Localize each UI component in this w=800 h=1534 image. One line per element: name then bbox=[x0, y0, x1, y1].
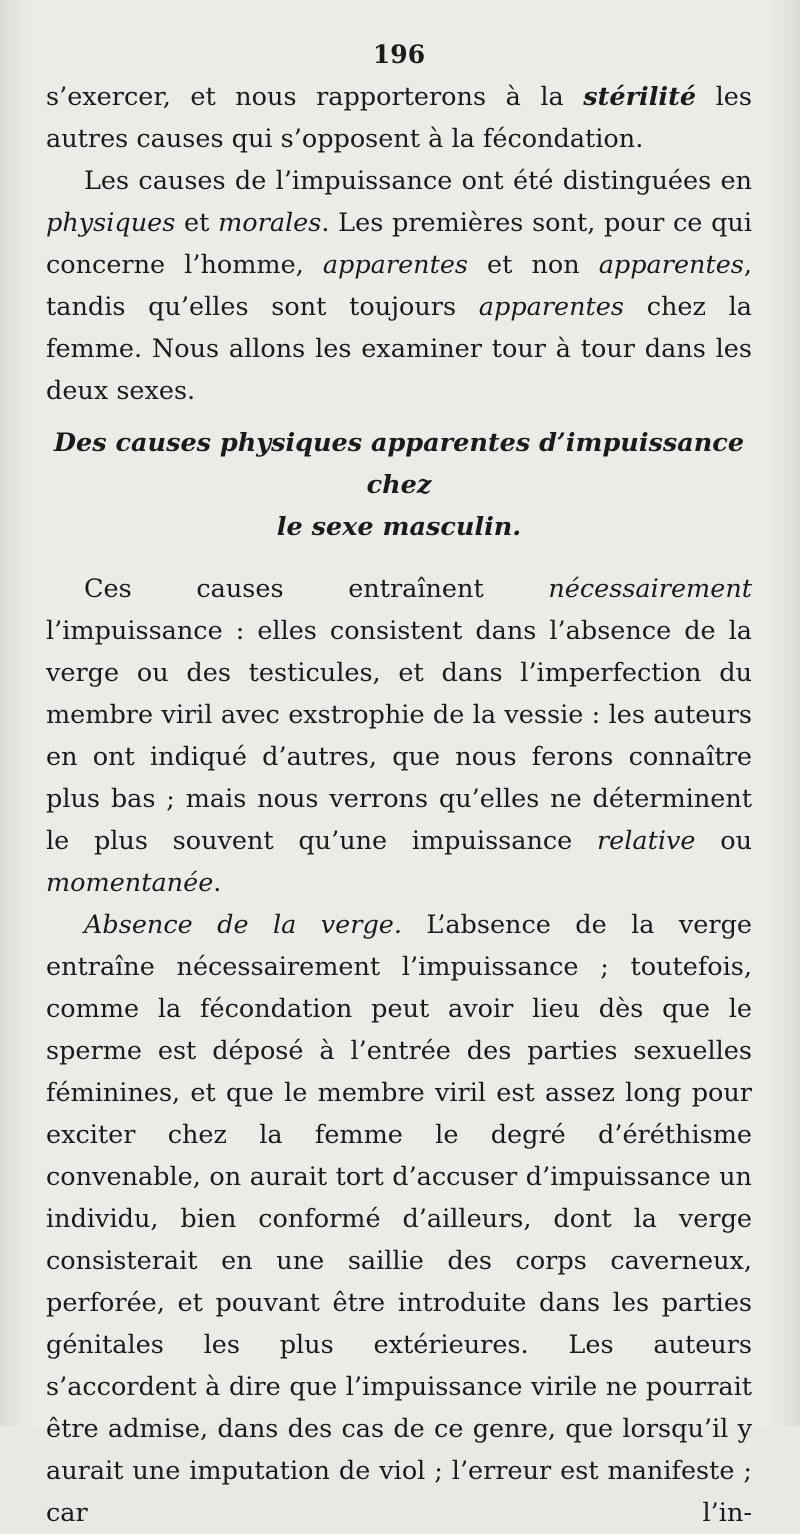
paragraph-causes-distinguees bbox=[46, 160, 752, 412]
text-run: L’absence de la verge entraîne nécessairement l’impuissance ; toutefois, comme la fécondation peut avoir lieu dès que le sperme est déposé à l’entrée des parties sexuelles féminines, et que le membre viril est assez long pour exciter chez la femme le degré d’éréthisme convenable, on aurait tort d’accuser d’impuissance un individu, bien conformé d’ailleurs, dont la verge consisterait en une saillie des corps caverneux, perforée, et pouvant être introduite dans les parties génitales les plus extérieures. Les auteurs s’accordent à dire que l’impuissance virile ne pourrait être admise, dans des cas de ce genre, que lorsqu’il y aurait une imputation de viol ; l’erreur est manifeste ; car l’in- bbox=[46, 910, 752, 1528]
text-run: , tandis qu’elles sont toujours bbox=[46, 250, 752, 322]
page-number: 196 bbox=[372, 40, 426, 69]
paragraph-continuation bbox=[46, 76, 752, 160]
text-run: et bbox=[175, 208, 219, 238]
text-run: Ces causes entraînent bbox=[84, 574, 549, 604]
section-heading-line-2: le sexe masculin. bbox=[276, 512, 522, 542]
section-heading-line-1: Des causes physiques apparentes d’impuissance chez bbox=[53, 428, 745, 500]
paragraph-causes-entrainent bbox=[46, 568, 752, 904]
emphasis-apparentes: apparentes bbox=[322, 250, 469, 280]
text-run: chez la femme. Nous allons les examiner tour à tour dans les deux sexes. bbox=[46, 292, 752, 406]
emphasis-apparentes: apparentes bbox=[478, 292, 624, 322]
emphasis-momentanee: momentanée bbox=[46, 868, 214, 898]
text-run: et non bbox=[468, 250, 599, 280]
text-run: causes qui s’opposent à la fécondation. bbox=[136, 124, 644, 154]
text-run: s’exercer, et nous rapporterons à la bbox=[46, 82, 584, 112]
emphasis-relative: relative bbox=[596, 826, 696, 856]
emphasis-absence-de-la-verge: Absence de la verge. bbox=[84, 910, 402, 940]
section-heading bbox=[46, 422, 752, 548]
emphasis-necessairement: nécessairement bbox=[548, 574, 752, 604]
paragraph-absence-verge bbox=[46, 904, 752, 1534]
text-run: les autres bbox=[46, 82, 752, 154]
text-run: ou bbox=[695, 826, 752, 856]
text-run: . bbox=[213, 868, 222, 898]
emphasis-physiques: physiques bbox=[46, 208, 176, 238]
emphasis-apparentes: apparentes bbox=[598, 250, 744, 280]
text-run: Les causes de l’impuissance ont été distinguées en bbox=[84, 166, 752, 196]
text-run: . Les premières sont, pour ce qui concerne l’homme, bbox=[46, 208, 752, 280]
emphasis-sterilite: stérilité bbox=[583, 82, 697, 112]
text-run: l’impuissance : elles consistent dans l’absence de la verge ou des testicules, et dans l’imperfection du membre viril avec exstrophie de la vessie : les auteurs en ont indiqué d’autres, que nous ferons connaître plus bas ; mais nous verrons qu’elles ne déterminent le plus souvent qu’une impuissance bbox=[46, 616, 752, 856]
emphasis-morales: morales bbox=[218, 208, 322, 238]
